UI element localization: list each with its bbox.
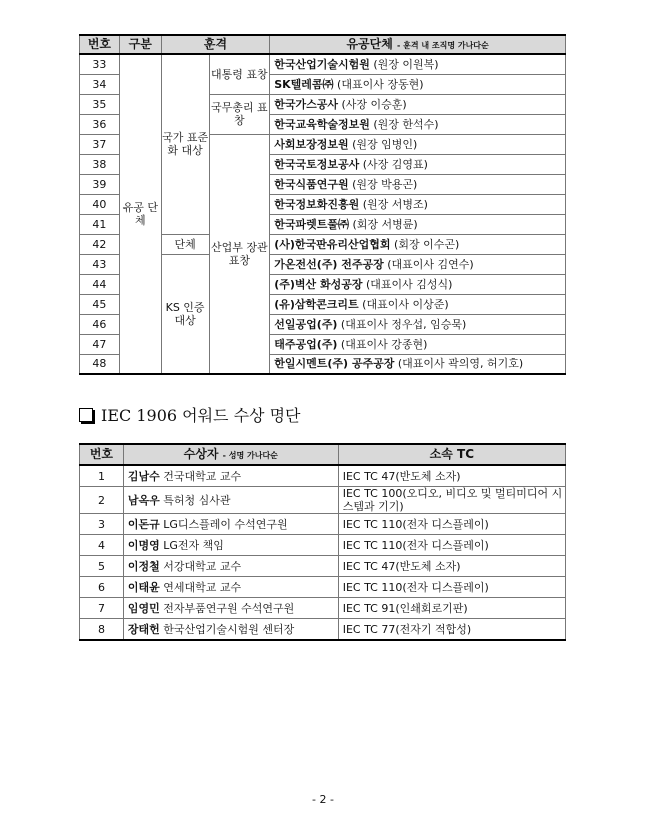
organization-representative: (회장 이수곤) xyxy=(394,237,460,251)
tc-cell: IEC TC 110(전자 디스플레이) xyxy=(338,535,565,556)
tc-cell: IEC TC 77(전자기 적합성) xyxy=(338,619,565,641)
winner-name: 남옥우 xyxy=(127,493,160,507)
organization-cell xyxy=(270,74,566,94)
header-org xyxy=(270,35,566,54)
winner-affiliation: LG전자 책임 xyxy=(163,538,224,552)
award-cell: 대통령 표창 xyxy=(209,54,270,94)
header-winner xyxy=(123,444,338,465)
category-cell: 유공 단체 xyxy=(119,54,161,374)
organization-representative: (회장 서병륜) xyxy=(352,217,418,231)
winner-name: 이태윤 xyxy=(127,580,160,594)
organization-name: 한국파렛트풀㈜ xyxy=(274,217,349,231)
winner-affiliation: 건국대학교 교수 xyxy=(163,469,242,483)
organization-cell xyxy=(270,134,566,154)
row-number: 39 xyxy=(80,174,120,194)
organization-representative: (대표이사 김성식) xyxy=(366,277,453,291)
organization-name: (주)벽산 화성공장 xyxy=(274,277,363,291)
organization-name: 태주공업(주) xyxy=(274,337,338,351)
award-cell: 국무총리 표창 xyxy=(209,94,270,134)
header-category: 구분 xyxy=(119,35,161,54)
winner-cell xyxy=(123,556,338,577)
winner-cell xyxy=(123,514,338,535)
organization-cell xyxy=(270,334,566,354)
organization-name: 한국정보화진흥원 xyxy=(274,197,360,211)
organization-representative: (대표이사 곽의영, 허기호) xyxy=(397,357,524,371)
subcategory-cell: 국가 표준화 대상 xyxy=(161,54,209,234)
subcategory-cell: 단체 xyxy=(161,234,209,254)
organization-name: 한일시멘트(주) 공주공장 xyxy=(274,357,395,371)
organization-cell xyxy=(270,174,566,194)
row-number: 3 xyxy=(80,514,124,535)
row-number: 37 xyxy=(80,134,120,154)
organization-representative: (사장 김영표) xyxy=(362,157,428,171)
row-number: 8 xyxy=(80,619,124,641)
table-row xyxy=(80,487,566,514)
winner-cell xyxy=(123,465,338,487)
row-number: 40 xyxy=(80,194,120,214)
winner-affiliation: 연세대학교 교수 xyxy=(163,580,242,594)
header-no: 번호 xyxy=(80,35,120,54)
row-number: 36 xyxy=(80,114,120,134)
organization-cell xyxy=(270,114,566,134)
winner-affiliation: 한국산업기술시험원 센터장 xyxy=(163,622,295,636)
table-row xyxy=(80,556,566,577)
organization-representative: (사장 이승훈) xyxy=(341,97,407,111)
organization-name: (사)한국판유리산업협회 xyxy=(274,237,391,251)
header-winner-label: 수상자 xyxy=(183,446,219,461)
winner-affiliation: LG디스플레이 수석연구원 xyxy=(163,517,288,531)
winner-name: 장태헌 xyxy=(127,622,160,636)
winner-cell xyxy=(123,577,338,598)
table-row xyxy=(80,535,566,556)
organization-name: 선일공업(주) xyxy=(274,317,338,331)
row-number: 35 xyxy=(80,94,120,114)
organization-name: 사회보장정보원 xyxy=(274,137,349,151)
row-number: 38 xyxy=(80,154,120,174)
winner-cell xyxy=(123,535,338,556)
winner-name: 이돈규 xyxy=(127,517,160,531)
organization-representative: (원장 박용곤) xyxy=(352,177,418,191)
header-org-label: 유공단체 xyxy=(346,36,393,51)
row-number: 34 xyxy=(80,74,120,94)
organization-cell xyxy=(270,154,566,174)
table-header-row xyxy=(80,444,566,465)
table-row xyxy=(80,54,566,74)
organization-cell xyxy=(270,234,566,254)
page-number: - 2 - xyxy=(312,793,334,806)
organization-representative: (원장 임병인) xyxy=(352,137,418,151)
row-number: 1 xyxy=(80,465,124,487)
section-heading-text: IEC 1906 어워드 수상 명단 xyxy=(101,406,301,425)
winner-name: 김남수 xyxy=(127,469,160,483)
winner-name: 이명영 xyxy=(127,538,160,552)
organization-cell xyxy=(270,314,566,334)
table-row xyxy=(80,619,566,641)
row-number: 41 xyxy=(80,214,120,234)
tc-cell: IEC TC 91(인쇄회로기판) xyxy=(338,598,565,619)
header-winner-note: - 성명 가나다순 xyxy=(222,450,278,460)
header-award: 훈격 xyxy=(161,35,270,54)
section-heading xyxy=(79,403,301,426)
checkbox-bullet-icon xyxy=(79,408,93,422)
tc-cell: IEC TC 110(전자 디스플레이) xyxy=(338,514,565,535)
table-header-row xyxy=(80,35,566,54)
table-row xyxy=(80,598,566,619)
organization-name: 한국교육학술정보원 xyxy=(274,117,370,131)
row-number: 48 xyxy=(80,354,120,374)
winner-cell xyxy=(123,598,338,619)
organization-representative: (대표이사 김연수) xyxy=(387,257,474,271)
table-row xyxy=(80,514,566,535)
table-row xyxy=(80,465,566,487)
winner-affiliation: 전자부품연구원 수석연구원 xyxy=(163,601,295,615)
table-row xyxy=(80,577,566,598)
organization-cell xyxy=(270,294,566,314)
organization-representative: (원장 서병조) xyxy=(362,197,428,211)
organization-representative: (대표이사 이상준) xyxy=(362,297,449,311)
winner-affiliation: 특허청 심사관 xyxy=(163,493,231,507)
organization-name: 한국식품연구원 xyxy=(274,177,349,191)
organization-representative: (원장 한석수) xyxy=(373,117,439,131)
organization-name: 한국국토정보공사 xyxy=(274,157,360,171)
award-cell: 산업부 장관 표창 xyxy=(209,134,270,374)
organization-name: SK텔레콤㈜ xyxy=(274,77,334,91)
organization-cell xyxy=(270,94,566,114)
header-tc: 소속 TC xyxy=(338,444,565,465)
winner-affiliation: 서강대학교 교수 xyxy=(163,559,242,573)
winner-cell xyxy=(123,487,338,514)
header-org-note: - 훈격 내 조직명 가나다순 xyxy=(397,40,489,50)
winner-cell xyxy=(123,619,338,641)
organization-cell xyxy=(270,254,566,274)
tc-cell: IEC TC 47(반도체 소자) xyxy=(338,556,565,577)
tc-cell: IEC TC 110(전자 디스플레이) xyxy=(338,577,565,598)
organization-representative: (대표이사 강종현) xyxy=(340,337,428,351)
row-number: 42 xyxy=(80,234,120,254)
tc-cell: IEC TC 100(오디오, 비디오 및 멀티미디어 시스템과 기기) xyxy=(338,487,565,514)
row-number: 43 xyxy=(80,254,120,274)
row-number: 7 xyxy=(80,598,124,619)
organization-representative: (대표이사 정우섭, 임승묵) xyxy=(340,317,467,331)
organization-name: 한국산업기술시험원 xyxy=(274,57,370,71)
organization-name: (유)삼학콘크리트 xyxy=(274,297,359,311)
row-number: 6 xyxy=(80,577,124,598)
row-number: 47 xyxy=(80,334,120,354)
organization-representative: (원장 이원복) xyxy=(373,57,439,71)
winner-name: 이정철 xyxy=(127,559,160,573)
row-number: 4 xyxy=(80,535,124,556)
row-number: 45 xyxy=(80,294,120,314)
organization-name: 한국가스공사 xyxy=(274,97,338,111)
row-number: 46 xyxy=(80,314,120,334)
tc-cell: IEC TC 47(반도체 소자) xyxy=(338,465,565,487)
iec-award-winners-table xyxy=(79,443,566,641)
organization-name: 가온전선(주) 전주공장 xyxy=(274,257,384,271)
organization-cell xyxy=(270,54,566,74)
row-number: 33 xyxy=(80,54,120,74)
row-number: 5 xyxy=(80,556,124,577)
subcategory-cell: KS 인증 대상 xyxy=(161,254,209,374)
organization-cell xyxy=(270,354,566,374)
header-no: 번호 xyxy=(80,444,124,465)
organization-cell xyxy=(270,274,566,294)
row-number: 44 xyxy=(80,274,120,294)
organization-representative: (대표이사 장동현) xyxy=(337,77,424,91)
winner-name: 임영민 xyxy=(127,601,160,615)
award-organizations-table xyxy=(79,34,566,375)
organization-cell xyxy=(270,214,566,234)
organization-cell xyxy=(270,194,566,214)
row-number: 2 xyxy=(80,487,124,514)
